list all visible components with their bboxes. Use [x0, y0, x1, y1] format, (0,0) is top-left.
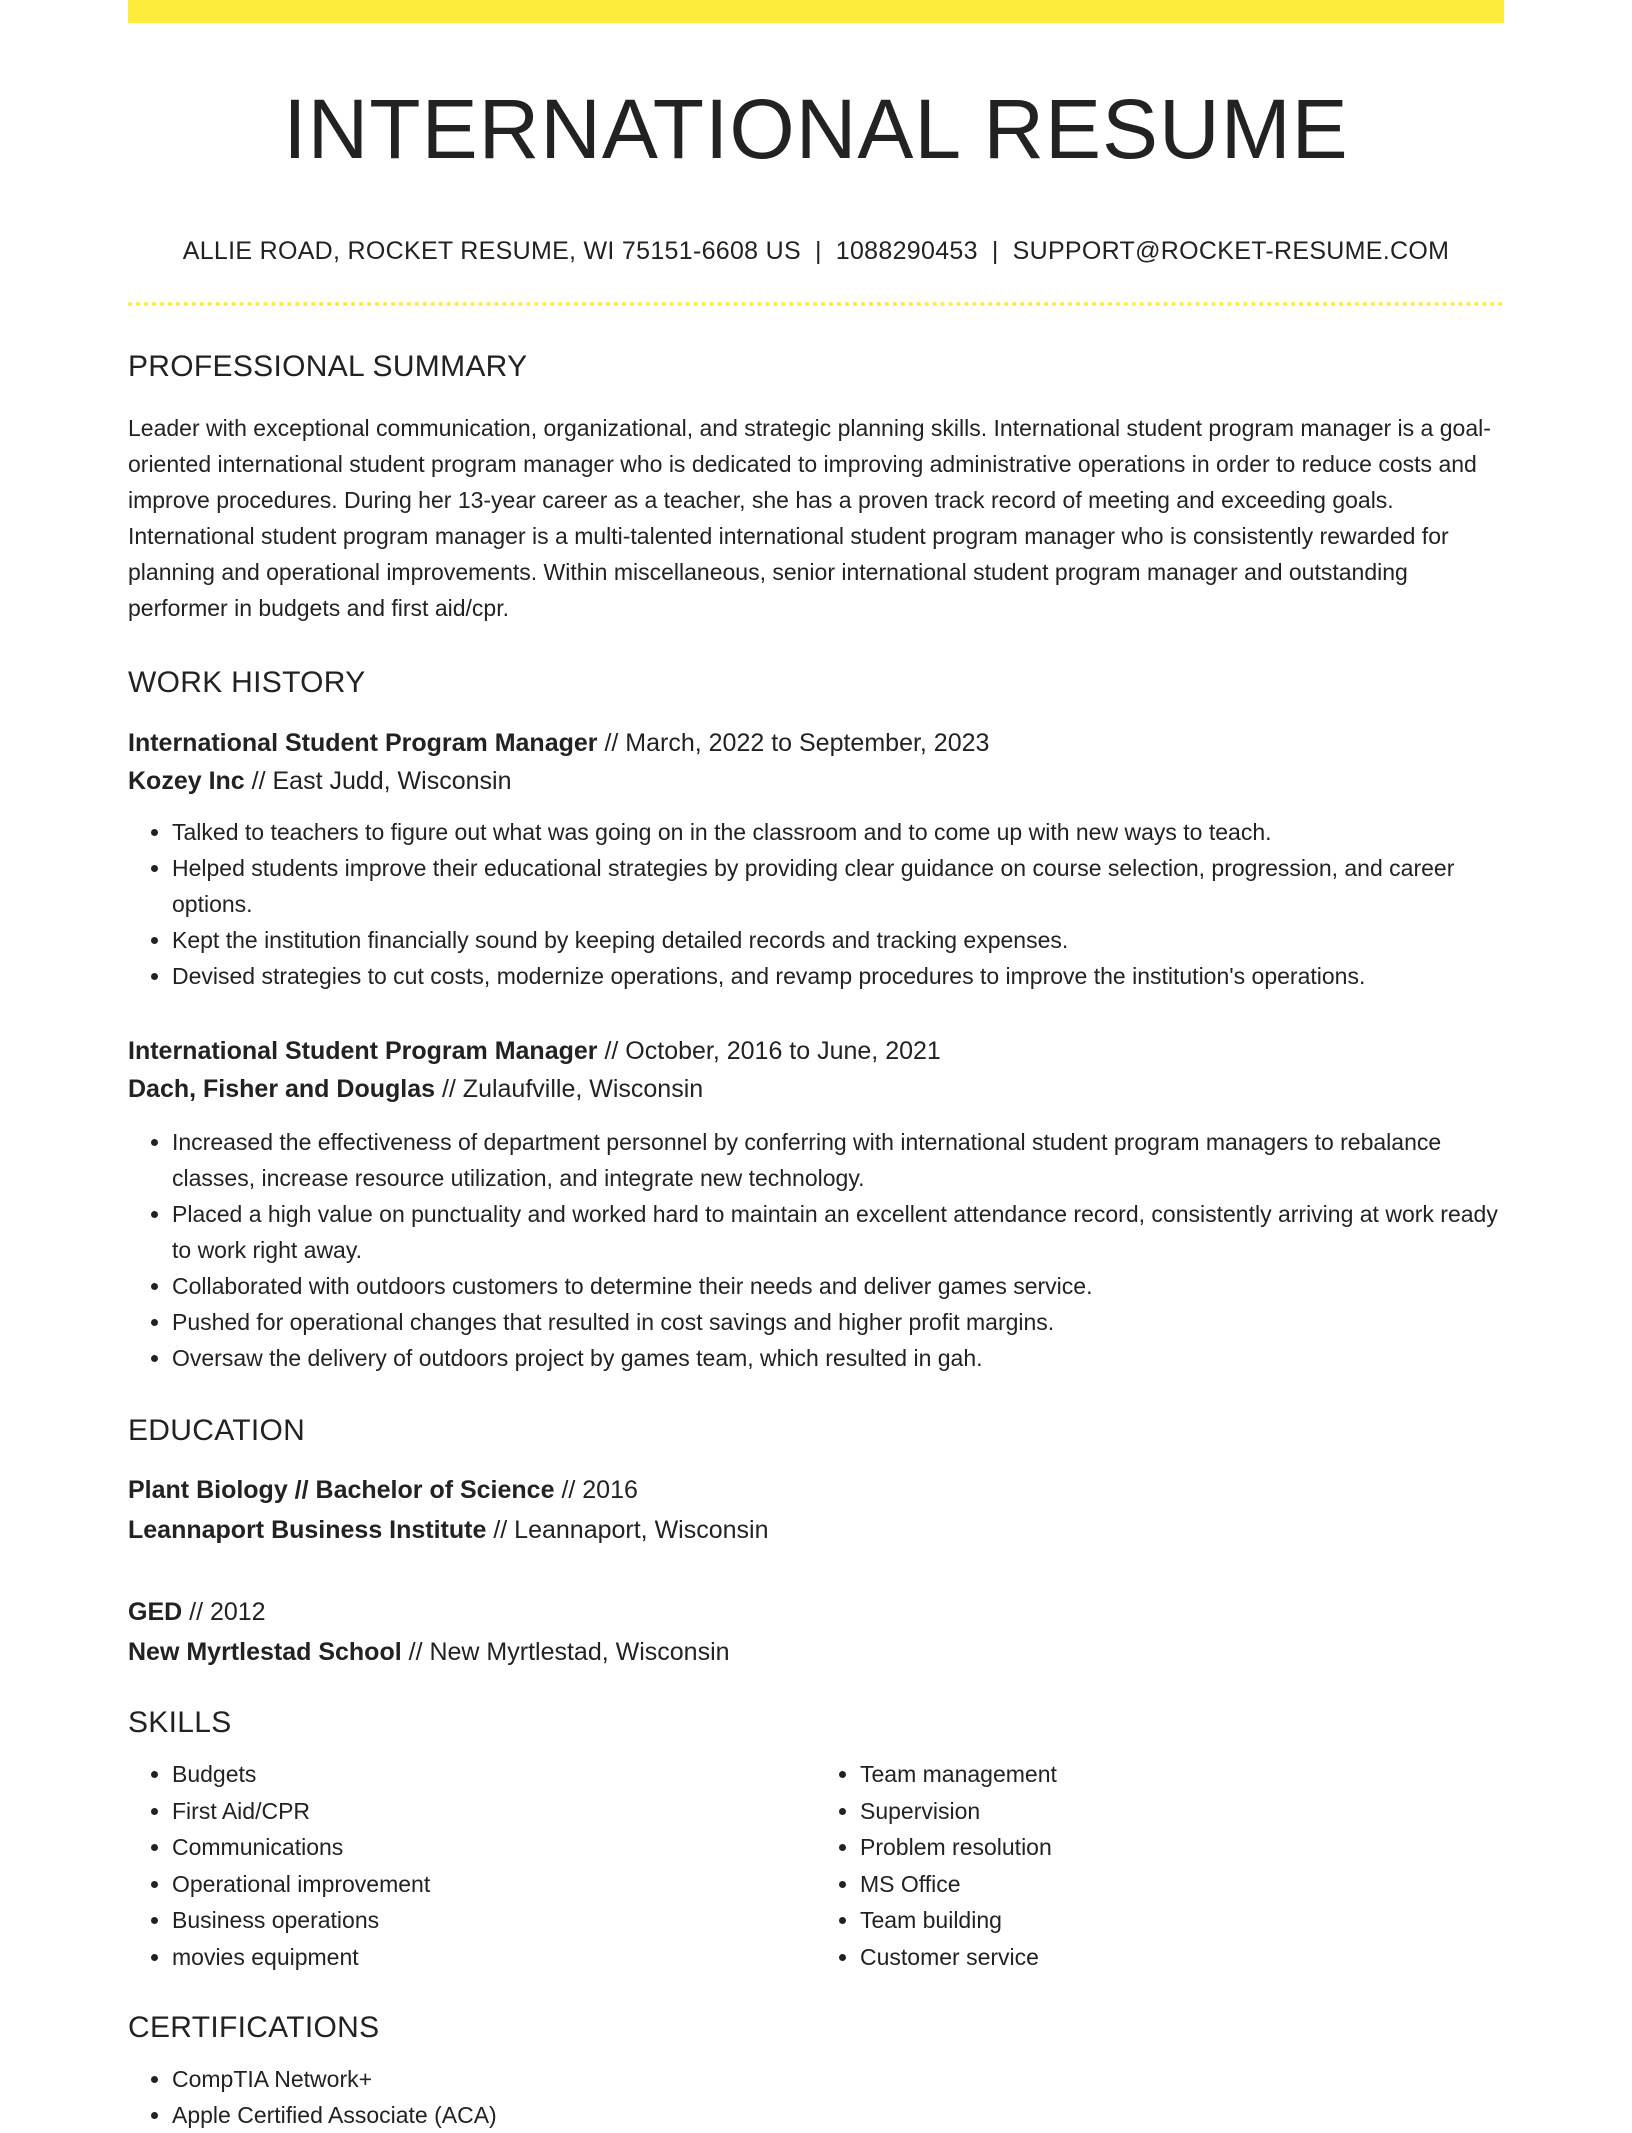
contact-line: [128, 237, 1504, 266]
job-title-line: [128, 724, 1504, 762]
skill-item: • First Aid/CPR: [172, 1793, 816, 1830]
certifications-list: [128, 2061, 1504, 2133]
certifications-heading: CERTIFICATIONS: [128, 2011, 380, 2045]
education-heading: EDUCATION: [128, 1414, 306, 1448]
skills-right-column: [816, 1756, 1504, 1975]
skill-item: • Budgets: [172, 1756, 816, 1793]
contact-address: ALLIE ROAD, ROCKET RESUME, WI 75151-6608 US: [182, 237, 801, 266]
summary-text: Leader with exceptional communication, organizational, and strategic planning skills. International student program manager is a goal-oriented international student program manager who is dedicated to improving administrative operations in order to reduce costs and improve procedures. During her 13-year career as a teacher, she has a proven track record of meeting and exceeding goals. International student program manager is a multi-talented international student program manager who is consistently rewarded for planning and operational improvements. Within miscellaneous, senior international student program manager and outstanding performer in budgets and first aid/cpr.: [128, 415, 1491, 622]
job-title: International Student Program Manager: [128, 729, 598, 758]
resume-page: [128, 0, 1504, 2133]
job-company: Dach, Fisher and Douglas: [128, 1075, 436, 1104]
job-bullet: • Oversaw the delivery of outdoors project by games team, which resulted in gah.: [172, 1340, 1504, 1376]
job-company-line: [128, 762, 1504, 800]
contact-email: SUPPORT@ROCKET-RESUME.COM: [1012, 237, 1450, 266]
dotted-divider: [128, 302, 1504, 306]
skill-item: • Team management: [860, 1756, 1504, 1793]
job-location: // Zulaufville, Wisconsin: [435, 1075, 704, 1104]
contact-separator: |: [991, 237, 999, 266]
education-location: // New Myrtlestad, Wisconsin: [401, 1638, 730, 1667]
resume-title: INTERNATIONAL RESUME: [283, 82, 1349, 176]
skills-left-column: [128, 1756, 816, 1975]
job-bullet: • Kept the institution financially sound by keeping detailed records and tracking expenses.: [172, 922, 1504, 958]
education-degree-line: [128, 1470, 1504, 1510]
skills-heading: SKILLS: [128, 1706, 232, 1740]
certification-item: • Apple Certified Associate (ACA): [172, 2097, 1504, 2133]
education-school-line: [128, 1632, 1504, 1672]
job-bullet: • Placed a high value on punctuality and worked hard to maintain an excellent attendance record, consistently arriving at work ready to work right away.: [172, 1196, 1504, 1268]
job-location: // East Judd, Wisconsin: [244, 767, 512, 796]
job-bullet: • Devised strategies to cut costs, modernize operations, and revamp procedures to improve the institution's operations.: [172, 958, 1504, 994]
skill-item: • Team building: [860, 1902, 1504, 1939]
summary-heading: PROFESSIONAL SUMMARY: [128, 350, 528, 384]
skill-item: • Communications: [172, 1829, 816, 1866]
skill-item: • Problem resolution: [860, 1829, 1504, 1866]
job-bullets: [128, 1124, 1504, 1376]
job-dates: // March, 2022 to September, 2023: [597, 729, 990, 758]
skill-item: • movies equipment: [172, 1939, 816, 1976]
top-accent-bar: [128, 0, 1504, 23]
education-year: // 2016: [554, 1476, 638, 1505]
job-bullet: • Increased the effectiveness of department personnel by conferring with international student program managers to rebalance classes, increase resource utilization, and integrate new technology.: [172, 1124, 1504, 1196]
education-entry: [128, 1470, 1504, 1550]
job-bullet: • Talked to teachers to figure out what was going on in the classroom and to come up with new ways to teach.: [172, 814, 1504, 850]
job-bullet: • Helped students improve their educational strategies by providing clear guidance on course selection, progression, and career options.: [172, 850, 1504, 922]
job-bullet: • Pushed for operational changes that resulted in cost savings and higher profit margins.: [172, 1304, 1504, 1340]
skills-columns: [128, 1756, 1504, 1975]
job-entry: [128, 724, 1504, 994]
contact-phone: 1088290453: [835, 237, 978, 266]
education-degree-line: [128, 1592, 1504, 1632]
work-history-heading: WORK HISTORY: [128, 666, 366, 700]
job-company: Kozey Inc: [128, 767, 245, 796]
education-year: // 2012: [182, 1598, 266, 1627]
job-company-line: [128, 1070, 1504, 1108]
contact-separator: |: [814, 237, 822, 266]
education-school: New Myrtlestad School: [128, 1638, 402, 1667]
job-title-line: [128, 1032, 1504, 1070]
education-school-line: [128, 1510, 1504, 1550]
education-school: Leannaport Business Institute: [128, 1516, 487, 1545]
certification-item: • CompTIA Network+: [172, 2061, 1504, 2097]
job-bullet: • Collaborated with outdoors customers to determine their needs and deliver games service.: [172, 1268, 1504, 1304]
job-title: International Student Program Manager: [128, 1037, 598, 1066]
education-location: // Leannaport, Wisconsin: [486, 1516, 769, 1545]
skill-item: • Customer service: [860, 1939, 1504, 1976]
skill-item: • Operational improvement: [172, 1866, 816, 1903]
education-entry: [128, 1592, 1504, 1672]
job-bullets: [128, 814, 1504, 994]
job-entry: [128, 1032, 1504, 1376]
education-degree: Plant Biology // Bachelor of Science: [128, 1476, 555, 1505]
skill-item: • Business operations: [172, 1902, 816, 1939]
skill-item: • MS Office: [860, 1866, 1504, 1903]
education-degree: GED: [128, 1598, 183, 1627]
job-dates: // October, 2016 to June, 2021: [597, 1037, 941, 1066]
skill-item: • Supervision: [860, 1793, 1504, 1830]
